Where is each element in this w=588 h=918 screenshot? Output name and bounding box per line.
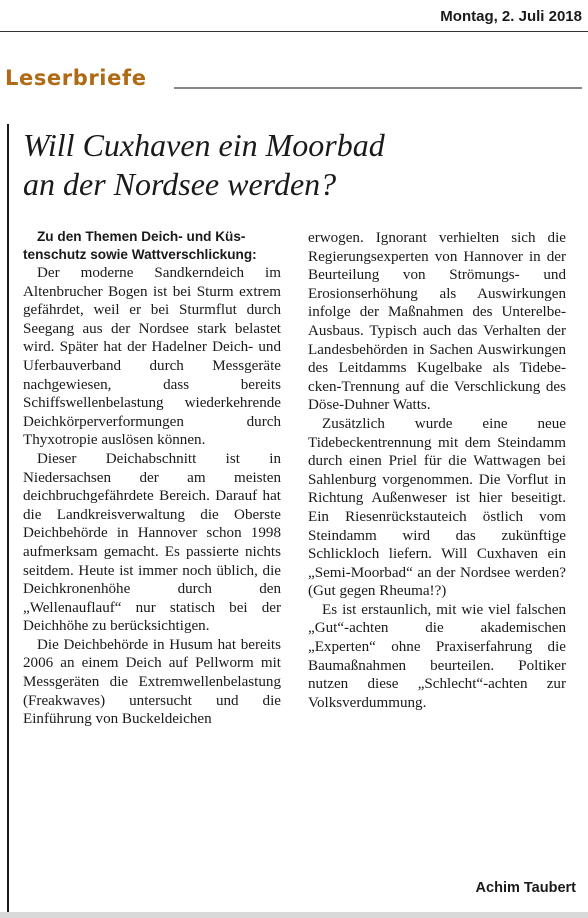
article-subhead: Zu den Themen Deich- und Küstenschutz sowie Wattverschlickung: xyxy=(23,229,257,262)
header-divider xyxy=(0,31,588,32)
paragraph: erwogen. Ignorant verhielten sich die Regierungsexperten von Hannover in der Beurteilung von Strömungs- und Erosionserhöhung als Auswirkungen infolge der Maßnahmen des Unterelbe-Ausbaus. Typisch auch das Verhalten der Landesbehörden in Sachen Auswirkungen des Leitdamms Kugelbake als Tidebecken-Trennung auf die Verschlickung des Döse-Duhner Watts. xyxy=(308,230,566,414)
article-author: Achim Taubert xyxy=(475,880,576,896)
page-date: Montag, 2. Juli 2018 xyxy=(440,8,582,25)
paragraph: Dieser Deichabschnitt ist in Niedersachsen der am meisten deichbruchgefährdete Bereich. Darauf hat die Landkreisverwaltung die Oberste Deichbehörde in Hannover schon 1998 aufmerksam gemacht. Es passierte nichts seitdem. Heute ist immer noch üblich, die Deichkronenhöhe durch den „Wellenauflauf“ nur statisch bei der Deichhöhe zu berücksichtigen. xyxy=(23,450,281,635)
article-column-1 xyxy=(23,228,281,729)
paragraph: Zusätzlich wurde eine neue Tidebeckentrennung mit dem Steindamm durch einen Priel für die Wattwagen bei Sahlenburg vorgenommen. Die Vorflut in Richtung Außenweser ist hier beseitigt. Ein Riesenrückstauteich östlich vom Steindamm wird das zukünftige Schlickloch liefern. Will Cuxhaven ein „Semi-Moorbad“ an der Nordsee werden? (Gut gegen Rheuma!?) xyxy=(308,415,566,600)
article-headline xyxy=(23,126,583,204)
section-title: Leserbriefe xyxy=(5,66,147,90)
headline-line-1: Will Cuxhaven ein Moorbad xyxy=(23,127,385,163)
article-side-bar xyxy=(7,124,9,916)
bottom-bar xyxy=(0,912,588,918)
headline-line-2: an der Nordsee werden? xyxy=(23,166,337,202)
paragraph: Es ist erstaunlich, mit wie viel falschen „Gut“-achten die akademischen „Experten“ ohne Praxiserfahrung die Baumaßnahmen beurteilen. Poltiker nutzen diese „Schlecht“-achten zur Volksverdummung. xyxy=(308,601,566,711)
article-column-2 xyxy=(308,229,566,712)
paragraph: Die Deichbehörde in Husum hat bereits 2006 an einem Deich auf Pellworm mit Messgeräten die Extremwellenbelastung (Freakwaves) untersucht und die Einführung von Buckeldeichen xyxy=(23,636,281,728)
paragraph: Der moderne Sandkerndeich im Altenbrucher Bogen ist bei Sturm extrem gefährdet, weil er bei Sturmflut durch Seegang aus der Nordsee stark belastet wird. Später hat der Hadelner Deich- und Uferbauverband durch Messgeräte nachgewiesen, dass bereits Schiffswellenbelastung wiederkehrende Deichkörperverformungen durch Thyxotropie auslösen können. xyxy=(23,265,281,449)
section-divider xyxy=(174,87,582,89)
